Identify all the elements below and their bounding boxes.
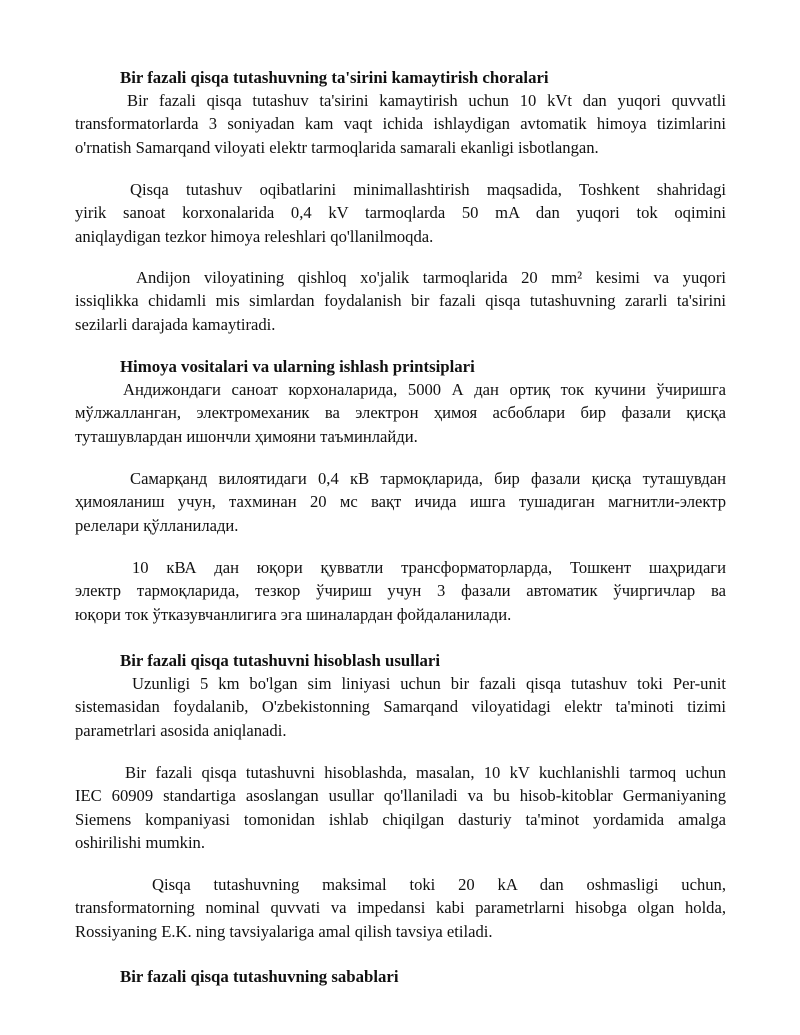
paragraph [75,672,726,742]
text-line: электр тармоқларида, тезкор ўчириш учун 3 фазали автоматик ўчиргичлар ва [75,581,726,601]
text-line: parametrlari asosida aniqlanadi. [75,720,287,740]
text-line: Bir fazali qisqa tutashuv ta'sirini kamaytirish uchun 10 kVt dan yuqori quvvatli [127,91,726,110]
text-line: sezilarli darajada kamaytiradi. [75,314,276,334]
text-line: туташувлардан ишончли ҳимояни таъминлайди. [75,426,418,446]
text-line: ҳимояланиш учун, тахминан 20 мс вақт ичида ишга тушадиган магнитли-электр [75,492,726,512]
text-line: Andijon viloyatining qishloq xo'jalik tarmoqlarida 20 mm² kesimi va yuqori [136,268,726,287]
paragraph [75,89,726,159]
text-line: Самарқанд вилоятидаги 0,4 кВ тармоқларида, бир фазали қисқа туташувдан [130,469,726,488]
text-line: мўлжалланган, электромеханик ва электрон ҳимоя асбоблари бир фазали қисқа [75,403,726,423]
text-line: yirik sanoat korxonalarida 0,4 kV tarmoqlarda 50 mA dan yuqori tok oqimini [75,203,726,223]
paragraph [75,467,726,537]
text-line: 10 кВА дан юқори қувватли трансформаторларда, Тошкент шаҳридаги [132,558,726,577]
section-heading-protection: Himoya vositalari va ularning ishlash printsiplari [120,357,475,376]
paragraph [75,178,726,248]
text-line: o'rnatish Samarqand viloyati elektr tarmoqlarida samarali ekanligi isbotlangan. [75,137,599,157]
text-line: релелари қўлланилади. [75,515,239,535]
text-line: юқори ток ўтказувчанлигига эга шиналардан фойдаланилади. [75,604,512,624]
text-line: sistemasidan foydalanib, O'zbekistonning Samarqand viloyatidagi elektr ta'minoti tizimi [75,697,726,717]
text-line: Qisqa tutashuv oqibatlarini minimallashtirish maqsadida, Toshkent shahridagi [130,180,726,199]
text-line: Uzunligi 5 km bo'lgan sim liniyasi uchun bir fazali qisqa tutashuv toki Per-unit [132,674,726,693]
text-line: Siemens kompaniyasi tomonidan ishlab chiqilgan dasturiy ta'minot yordamida amalga [75,809,726,829]
text-line: issiqlikka chidamli mis simlardan foydalanish bir fazali qisqa tutashuvning zararli ta'sirini [75,291,726,311]
text-line: aniqlaydigan tezkor himoya releshlari qo'llanilmoqda. [75,226,434,246]
paragraph [75,761,726,855]
paragraph [75,556,726,626]
section-heading-calculation: Bir fazali qisqa tutashuvni hisoblash usullari [120,651,441,670]
paragraph [75,873,726,943]
text-line: Bir fazali qisqa tutashuvni hisoblashda, masalan, 10 kV kuchlanishli tarmoq uchun [125,763,726,782]
text-line: IEC 60909 standartiga asoslangan usullar qo'llaniladi va bu hisob-kitoblar Germaniyaning [75,786,726,806]
text-line: Андижондаги саноат корхоналарида, 5000 А дан ортиқ ток кучини ўчиришга [123,380,726,399]
paragraph [75,378,726,448]
text-line: transformatorlarda 3 soniyadan kam vaqt ichida ishlaydigan avtomatik himoya tizimlarini [75,114,726,134]
paragraph [75,266,726,336]
section-heading-causes: Bir fazali qisqa tutashuvning sabablari [120,967,399,986]
section-heading-measures: Bir fazali qisqa tutashuvning ta'sirini kamaytirish choralari [120,68,549,87]
text-line: Rossiyaning E.K. ning tavsiyalariga amal qilish tavsiya etiladi. [75,921,493,941]
text-line: Qisqa tutashuvning maksimal toki 20 kA dan oshmasligi uchun, [152,875,726,894]
text-line: oshirilishi mumkin. [75,833,205,853]
text-line: transformatorning nominal quvvati va impedansi kabi parametrlarni hisobga olgan holda, [75,898,726,918]
